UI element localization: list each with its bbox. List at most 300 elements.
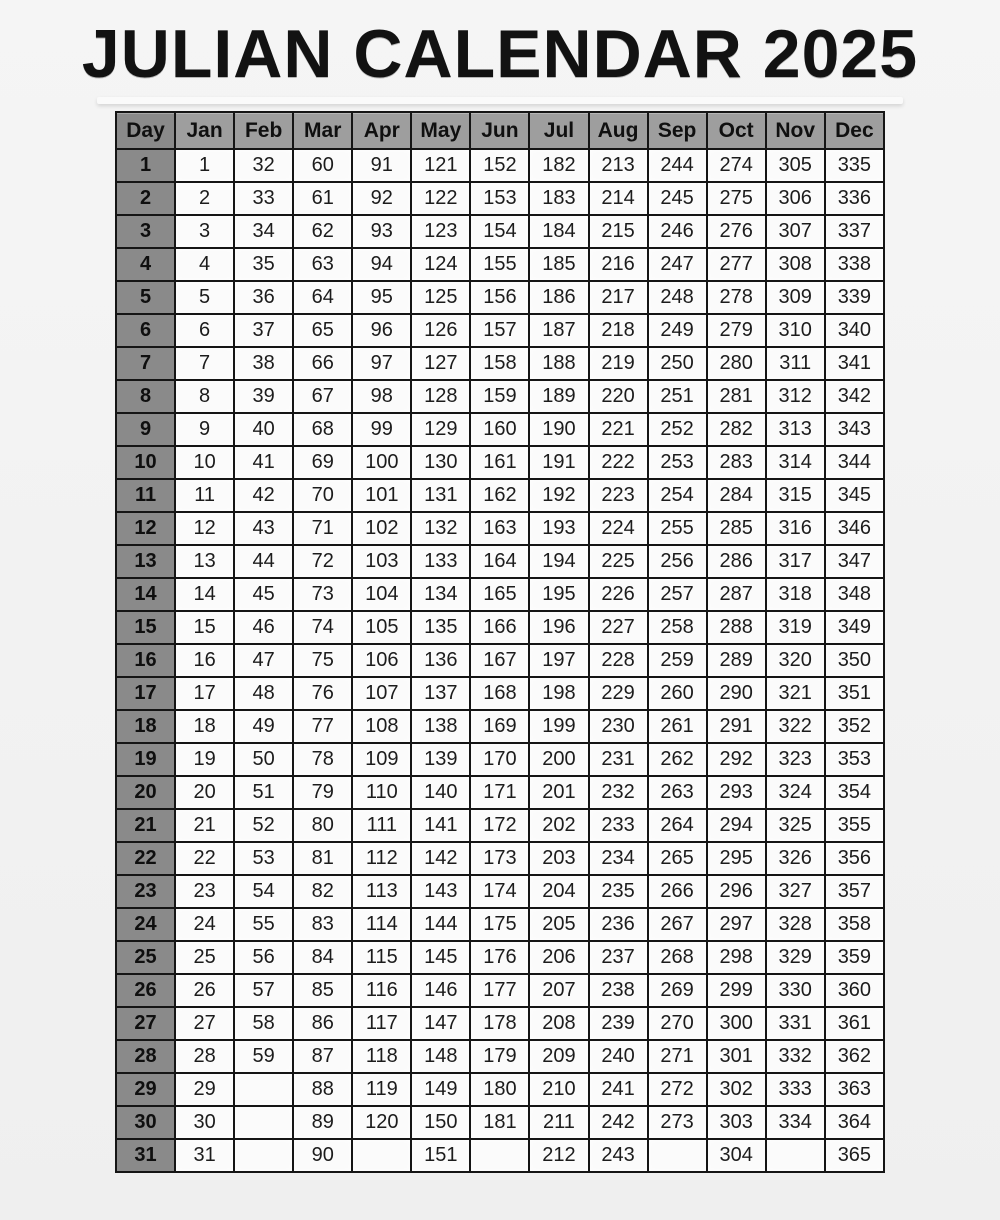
julian-day-cell: 280 <box>707 347 766 380</box>
julian-day-cell: 254 <box>648 479 707 512</box>
julian-day-cell: 103 <box>352 545 411 578</box>
julian-day-cell: 187 <box>529 314 588 347</box>
julian-day-cell: 213 <box>589 149 648 182</box>
julian-day-cell: 193 <box>529 512 588 545</box>
julian-day-cell: 245 <box>648 182 707 215</box>
julian-day-cell: 131 <box>411 479 470 512</box>
table-row <box>116 776 884 809</box>
julian-day-cell: 6 <box>175 314 234 347</box>
julian-day-cell: 197 <box>529 644 588 677</box>
julian-day-cell: 342 <box>825 380 884 413</box>
julian-day-cell: 235 <box>589 875 648 908</box>
julian-day-cell: 37 <box>234 314 293 347</box>
month-column-header-nov: Nov <box>766 112 825 149</box>
julian-day-cell: 104 <box>352 578 411 611</box>
julian-day-cell: 39 <box>234 380 293 413</box>
julian-day-cell: 317 <box>766 545 825 578</box>
julian-day-cell: 97 <box>352 347 411 380</box>
empty-cell <box>352 1139 411 1172</box>
julian-day-cell: 56 <box>234 941 293 974</box>
julian-day-cell: 305 <box>766 149 825 182</box>
julian-day-cell: 132 <box>411 512 470 545</box>
table-row <box>116 743 884 776</box>
day-column-header: Day <box>116 112 175 149</box>
julian-day-cell: 22 <box>175 842 234 875</box>
julian-day-cell: 336 <box>825 182 884 215</box>
julian-day-cell: 122 <box>411 182 470 215</box>
julian-day-cell: 227 <box>589 611 648 644</box>
julian-day-cell: 161 <box>470 446 529 479</box>
julian-day-cell: 199 <box>529 710 588 743</box>
julian-day-cell: 116 <box>352 974 411 1007</box>
julian-day-cell: 301 <box>707 1040 766 1073</box>
month-column-header-mar: Mar <box>293 112 352 149</box>
julian-day-cell: 82 <box>293 875 352 908</box>
julian-day-cell: 255 <box>648 512 707 545</box>
julian-day-cell: 256 <box>648 545 707 578</box>
julian-day-cell: 350 <box>825 644 884 677</box>
empty-cell <box>648 1139 707 1172</box>
julian-day-cell: 117 <box>352 1007 411 1040</box>
julian-day-cell: 360 <box>825 974 884 1007</box>
table-row <box>116 413 884 446</box>
julian-day-cell: 191 <box>529 446 588 479</box>
empty-cell <box>470 1139 529 1172</box>
table-row <box>116 446 884 479</box>
julian-day-cell: 1 <box>175 149 234 182</box>
julian-day-cell: 271 <box>648 1040 707 1073</box>
julian-day-cell: 67 <box>293 380 352 413</box>
empty-cell <box>766 1139 825 1172</box>
julian-day-cell: 184 <box>529 215 588 248</box>
julian-day-cell: 339 <box>825 281 884 314</box>
page-title: JULIAN CALENDAR 2025 <box>81 16 919 92</box>
julian-day-cell: 99 <box>352 413 411 446</box>
julian-day-cell: 101 <box>352 479 411 512</box>
julian-day-cell: 70 <box>293 479 352 512</box>
julian-day-cell: 88 <box>293 1073 352 1106</box>
julian-day-cell: 356 <box>825 842 884 875</box>
julian-day-cell: 335 <box>825 149 884 182</box>
day-number-cell: 5 <box>116 281 175 314</box>
julian-day-cell: 186 <box>529 281 588 314</box>
julian-day-cell: 166 <box>470 611 529 644</box>
julian-day-cell: 58 <box>234 1007 293 1040</box>
julian-day-cell: 236 <box>589 908 648 941</box>
julian-day-cell: 357 <box>825 875 884 908</box>
julian-day-cell: 304 <box>707 1139 766 1172</box>
julian-day-cell: 233 <box>589 809 648 842</box>
table-row <box>116 1073 884 1106</box>
julian-day-cell: 90 <box>293 1139 352 1172</box>
julian-day-cell: 34 <box>234 215 293 248</box>
julian-day-cell: 263 <box>648 776 707 809</box>
julian-day-cell: 196 <box>529 611 588 644</box>
julian-day-cell: 14 <box>175 578 234 611</box>
julian-day-cell: 329 <box>766 941 825 974</box>
julian-day-cell: 358 <box>825 908 884 941</box>
table-row <box>116 578 884 611</box>
julian-day-cell: 95 <box>352 281 411 314</box>
calendar-body <box>116 149 884 1172</box>
julian-day-cell: 277 <box>707 248 766 281</box>
table-row <box>116 182 884 215</box>
julian-day-cell: 297 <box>707 908 766 941</box>
julian-day-cell: 316 <box>766 512 825 545</box>
julian-day-cell: 3 <box>175 215 234 248</box>
page <box>0 16 1000 1220</box>
julian-day-cell: 62 <box>293 215 352 248</box>
julian-day-cell: 144 <box>411 908 470 941</box>
julian-day-cell: 349 <box>825 611 884 644</box>
julian-day-cell: 50 <box>234 743 293 776</box>
julian-day-cell: 226 <box>589 578 648 611</box>
julian-day-cell: 126 <box>411 314 470 347</box>
day-number-cell: 4 <box>116 248 175 281</box>
julian-day-cell: 221 <box>589 413 648 446</box>
julian-day-cell: 359 <box>825 941 884 974</box>
julian-day-cell: 127 <box>411 347 470 380</box>
julian-day-cell: 282 <box>707 413 766 446</box>
julian-day-cell: 163 <box>470 512 529 545</box>
julian-day-cell: 42 <box>234 479 293 512</box>
julian-day-cell: 19 <box>175 743 234 776</box>
julian-day-cell: 181 <box>470 1106 529 1139</box>
empty-cell <box>234 1073 293 1106</box>
julian-day-cell: 262 <box>648 743 707 776</box>
day-number-cell: 19 <box>116 743 175 776</box>
julian-day-cell: 179 <box>470 1040 529 1073</box>
julian-day-cell: 203 <box>529 842 588 875</box>
julian-day-cell: 4 <box>175 248 234 281</box>
julian-day-cell: 115 <box>352 941 411 974</box>
day-number-cell: 10 <box>116 446 175 479</box>
julian-day-cell: 28 <box>175 1040 234 1073</box>
julian-day-cell: 340 <box>825 314 884 347</box>
julian-day-cell: 209 <box>529 1040 588 1073</box>
julian-day-cell: 224 <box>589 512 648 545</box>
julian-day-cell: 130 <box>411 446 470 479</box>
julian-day-cell: 270 <box>648 1007 707 1040</box>
julian-day-cell: 26 <box>175 974 234 1007</box>
julian-day-cell: 268 <box>648 941 707 974</box>
julian-day-cell: 202 <box>529 809 588 842</box>
julian-day-cell: 351 <box>825 677 884 710</box>
julian-day-cell: 74 <box>293 611 352 644</box>
julian-day-cell: 309 <box>766 281 825 314</box>
julian-day-cell: 154 <box>470 215 529 248</box>
julian-day-cell: 231 <box>589 743 648 776</box>
julian-day-cell: 174 <box>470 875 529 908</box>
julian-day-cell: 167 <box>470 644 529 677</box>
julian-day-cell: 147 <box>411 1007 470 1040</box>
julian-day-cell: 332 <box>766 1040 825 1073</box>
julian-day-cell: 232 <box>589 776 648 809</box>
julian-day-cell: 41 <box>234 446 293 479</box>
julian-day-cell: 9 <box>175 413 234 446</box>
julian-day-cell: 198 <box>529 677 588 710</box>
julian-day-cell: 162 <box>470 479 529 512</box>
julian-day-cell: 206 <box>529 941 588 974</box>
julian-day-cell: 79 <box>293 776 352 809</box>
julian-day-cell: 45 <box>234 578 293 611</box>
julian-day-cell: 32 <box>234 149 293 182</box>
day-number-cell: 2 <box>116 182 175 215</box>
table-row <box>116 1007 884 1040</box>
julian-day-cell: 293 <box>707 776 766 809</box>
julian-day-cell: 241 <box>589 1073 648 1106</box>
month-column-header-aug: Aug <box>589 112 648 149</box>
julian-day-cell: 272 <box>648 1073 707 1106</box>
julian-day-cell: 75 <box>293 644 352 677</box>
julian-day-cell: 314 <box>766 446 825 479</box>
julian-day-cell: 71 <box>293 512 352 545</box>
julian-day-cell: 308 <box>766 248 825 281</box>
julian-day-cell: 134 <box>411 578 470 611</box>
julian-day-cell: 92 <box>352 182 411 215</box>
julian-day-cell: 296 <box>707 875 766 908</box>
julian-day-cell: 21 <box>175 809 234 842</box>
julian-day-cell: 307 <box>766 215 825 248</box>
julian-day-cell: 129 <box>411 413 470 446</box>
julian-day-cell: 201 <box>529 776 588 809</box>
julian-day-cell: 85 <box>293 974 352 1007</box>
day-number-cell: 3 <box>116 215 175 248</box>
julian-day-cell: 251 <box>648 380 707 413</box>
julian-day-cell: 17 <box>175 677 234 710</box>
julian-day-cell: 109 <box>352 743 411 776</box>
julian-day-cell: 290 <box>707 677 766 710</box>
day-number-cell: 30 <box>116 1106 175 1139</box>
table-row <box>116 248 884 281</box>
table-row <box>116 281 884 314</box>
julian-day-cell: 325 <box>766 809 825 842</box>
julian-day-cell: 344 <box>825 446 884 479</box>
julian-day-cell: 118 <box>352 1040 411 1073</box>
table-row <box>116 974 884 1007</box>
day-number-cell: 23 <box>116 875 175 908</box>
julian-day-cell: 68 <box>293 413 352 446</box>
table-row <box>116 809 884 842</box>
julian-day-cell: 169 <box>470 710 529 743</box>
julian-day-cell: 321 <box>766 677 825 710</box>
julian-day-cell: 337 <box>825 215 884 248</box>
month-column-header-apr: Apr <box>352 112 411 149</box>
julian-day-cell: 91 <box>352 149 411 182</box>
julian-day-cell: 10 <box>175 446 234 479</box>
julian-day-cell: 2 <box>175 182 234 215</box>
julian-day-cell: 120 <box>352 1106 411 1139</box>
julian-day-cell: 208 <box>529 1007 588 1040</box>
julian-day-cell: 77 <box>293 710 352 743</box>
julian-day-cell: 295 <box>707 842 766 875</box>
julian-day-cell: 107 <box>352 677 411 710</box>
julian-day-cell: 338 <box>825 248 884 281</box>
julian-day-cell: 24 <box>175 908 234 941</box>
julian-day-cell: 182 <box>529 149 588 182</box>
julian-day-cell: 55 <box>234 908 293 941</box>
julian-day-cell: 298 <box>707 941 766 974</box>
julian-day-cell: 46 <box>234 611 293 644</box>
day-number-cell: 29 <box>116 1073 175 1106</box>
julian-day-cell: 283 <box>707 446 766 479</box>
julian-day-cell: 212 <box>529 1139 588 1172</box>
calendar-header-row <box>116 112 884 149</box>
julian-day-cell: 155 <box>470 248 529 281</box>
julian-day-cell: 265 <box>648 842 707 875</box>
julian-day-cell: 113 <box>352 875 411 908</box>
julian-day-cell: 102 <box>352 512 411 545</box>
julian-day-cell: 16 <box>175 644 234 677</box>
julian-day-cell: 139 <box>411 743 470 776</box>
julian-day-cell: 61 <box>293 182 352 215</box>
julian-day-cell: 315 <box>766 479 825 512</box>
julian-day-cell: 190 <box>529 413 588 446</box>
julian-day-cell: 110 <box>352 776 411 809</box>
julian-day-cell: 287 <box>707 578 766 611</box>
julian-day-cell: 106 <box>352 644 411 677</box>
julian-day-cell: 29 <box>175 1073 234 1106</box>
julian-day-cell: 364 <box>825 1106 884 1139</box>
julian-day-cell: 207 <box>529 974 588 1007</box>
julian-day-cell: 47 <box>234 644 293 677</box>
day-number-cell: 28 <box>116 1040 175 1073</box>
julian-day-cell: 363 <box>825 1073 884 1106</box>
julian-day-cell: 81 <box>293 842 352 875</box>
julian-day-cell: 306 <box>766 182 825 215</box>
julian-day-cell: 142 <box>411 842 470 875</box>
julian-day-cell: 148 <box>411 1040 470 1073</box>
day-number-cell: 9 <box>116 413 175 446</box>
julian-day-cell: 123 <box>411 215 470 248</box>
julian-day-cell: 108 <box>352 710 411 743</box>
month-column-header-jul: Jul <box>529 112 588 149</box>
julian-day-cell: 331 <box>766 1007 825 1040</box>
julian-day-cell: 93 <box>352 215 411 248</box>
julian-day-cell: 36 <box>234 281 293 314</box>
julian-day-cell: 60 <box>293 149 352 182</box>
julian-day-cell: 303 <box>707 1106 766 1139</box>
julian-day-cell: 240 <box>589 1040 648 1073</box>
julian-day-cell: 319 <box>766 611 825 644</box>
table-row <box>116 215 884 248</box>
julian-day-cell: 137 <box>411 677 470 710</box>
day-number-cell: 6 <box>116 314 175 347</box>
julian-day-cell: 44 <box>234 545 293 578</box>
julian-day-cell: 204 <box>529 875 588 908</box>
julian-day-cell: 53 <box>234 842 293 875</box>
table-row <box>116 1106 884 1139</box>
julian-day-cell: 84 <box>293 941 352 974</box>
julian-day-cell: 151 <box>411 1139 470 1172</box>
julian-day-cell: 217 <box>589 281 648 314</box>
julian-day-cell: 7 <box>175 347 234 380</box>
julian-day-cell: 219 <box>589 347 648 380</box>
julian-day-cell: 334 <box>766 1106 825 1139</box>
julian-day-cell: 214 <box>589 182 648 215</box>
day-number-cell: 22 <box>116 842 175 875</box>
julian-day-cell: 229 <box>589 677 648 710</box>
julian-day-cell: 218 <box>589 314 648 347</box>
julian-day-cell: 72 <box>293 545 352 578</box>
julian-day-cell: 324 <box>766 776 825 809</box>
julian-day-cell: 31 <box>175 1139 234 1172</box>
julian-day-cell: 136 <box>411 644 470 677</box>
julian-day-cell: 177 <box>470 974 529 1007</box>
julian-day-cell: 192 <box>529 479 588 512</box>
julian-day-cell: 285 <box>707 512 766 545</box>
julian-day-cell: 157 <box>470 314 529 347</box>
day-number-cell: 18 <box>116 710 175 743</box>
julian-calendar-table <box>115 111 885 1173</box>
julian-day-cell: 259 <box>648 644 707 677</box>
julian-day-cell: 278 <box>707 281 766 314</box>
day-number-cell: 16 <box>116 644 175 677</box>
julian-day-cell: 138 <box>411 710 470 743</box>
julian-day-cell: 176 <box>470 941 529 974</box>
empty-cell <box>234 1139 293 1172</box>
julian-day-cell: 288 <box>707 611 766 644</box>
julian-day-cell: 171 <box>470 776 529 809</box>
julian-day-cell: 205 <box>529 908 588 941</box>
julian-day-cell: 69 <box>293 446 352 479</box>
julian-day-cell: 320 <box>766 644 825 677</box>
julian-day-cell: 133 <box>411 545 470 578</box>
julian-day-cell: 13 <box>175 545 234 578</box>
julian-day-cell: 200 <box>529 743 588 776</box>
julian-day-cell: 141 <box>411 809 470 842</box>
empty-cell <box>234 1106 293 1139</box>
julian-day-cell: 328 <box>766 908 825 941</box>
julian-day-cell: 247 <box>648 248 707 281</box>
julian-day-cell: 173 <box>470 842 529 875</box>
julian-day-cell: 361 <box>825 1007 884 1040</box>
table-row <box>116 149 884 182</box>
julian-day-cell: 355 <box>825 809 884 842</box>
julian-day-cell: 243 <box>589 1139 648 1172</box>
julian-day-cell: 220 <box>589 380 648 413</box>
julian-day-cell: 160 <box>470 413 529 446</box>
julian-day-cell: 170 <box>470 743 529 776</box>
julian-day-cell: 146 <box>411 974 470 1007</box>
day-number-cell: 14 <box>116 578 175 611</box>
julian-day-cell: 65 <box>293 314 352 347</box>
julian-day-cell: 183 <box>529 182 588 215</box>
month-column-header-oct: Oct <box>707 112 766 149</box>
julian-day-cell: 54 <box>234 875 293 908</box>
title-divider <box>97 97 903 104</box>
table-row <box>116 512 884 545</box>
julian-day-cell: 274 <box>707 149 766 182</box>
julian-day-cell: 223 <box>589 479 648 512</box>
julian-day-cell: 310 <box>766 314 825 347</box>
julian-day-cell: 292 <box>707 743 766 776</box>
julian-day-cell: 194 <box>529 545 588 578</box>
julian-day-cell: 225 <box>589 545 648 578</box>
table-row <box>116 644 884 677</box>
day-number-cell: 1 <box>116 149 175 182</box>
julian-day-cell: 33 <box>234 182 293 215</box>
julian-day-cell: 152 <box>470 149 529 182</box>
day-number-cell: 7 <box>116 347 175 380</box>
julian-day-cell: 125 <box>411 281 470 314</box>
julian-day-cell: 216 <box>589 248 648 281</box>
julian-day-cell: 354 <box>825 776 884 809</box>
julian-day-cell: 51 <box>234 776 293 809</box>
julian-day-cell: 286 <box>707 545 766 578</box>
julian-day-cell: 230 <box>589 710 648 743</box>
table-row <box>116 908 884 941</box>
